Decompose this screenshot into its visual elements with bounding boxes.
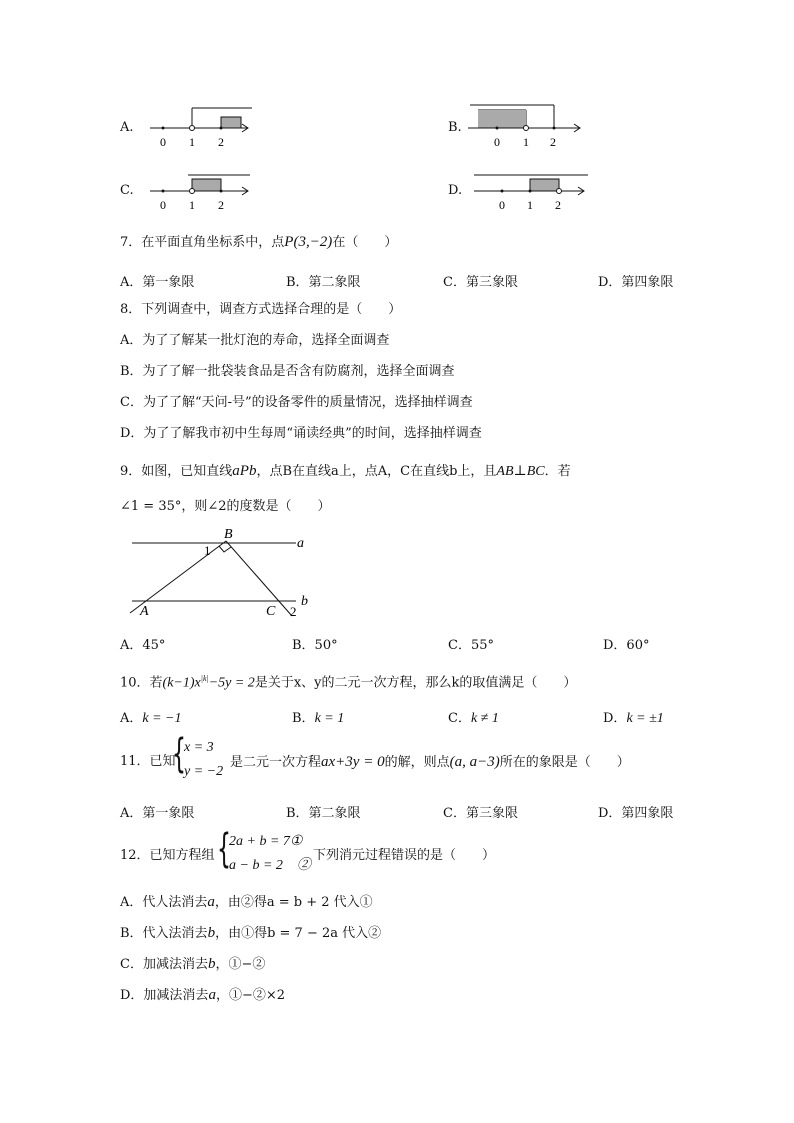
q7-option-d[interactable]: D．第四象限 — [598, 275, 674, 290]
q12-stem: 12．已知方程组 — [120, 848, 215, 863]
q10-option-b[interactable]: B．k = 1 — [292, 711, 345, 726]
tick-1: 1 — [527, 198, 533, 212]
tick-0: 0 — [160, 198, 166, 212]
label-B: B — [224, 527, 233, 542]
tick-1: 1 — [189, 135, 195, 149]
tick-2: 2 — [218, 135, 224, 149]
q11-option-b[interactable]: B．第二象限 — [286, 806, 361, 821]
tick-0: 0 — [499, 198, 505, 212]
q7-option-a[interactable]: A．第一象限 — [120, 275, 195, 290]
q12-option-a[interactable]: A．代人法消去a，由②得a = b + 2 代入① — [120, 894, 373, 910]
label-a: a — [297, 536, 304, 551]
tick-2: 2 — [218, 198, 224, 212]
angle-2-label: 2 — [290, 604, 297, 619]
q12-option-c[interactable]: C．加减法消去b，①−② — [120, 956, 266, 972]
q9-perp: AB⊥BC — [496, 464, 545, 479]
q10-equation-rest: −5y = 2 — [208, 675, 255, 691]
q10-equation: (k−1)x — [162, 675, 201, 691]
q9-option-b[interactable]: B．50° — [292, 638, 338, 653]
q12-sys-line1: 2a + b = 7① — [229, 834, 303, 849]
number-line-d — [464, 163, 594, 215]
q12-sys-line2: a − b = 2 ② — [229, 858, 311, 873]
q11-stem-mid: 是二元一次方程 — [230, 755, 322, 770]
q9-option-a[interactable]: A．45° — [120, 638, 166, 653]
q11-sys-line2: y = −2 — [184, 764, 224, 779]
label-C: C — [266, 604, 276, 619]
q7-stem: 7．在平面直角坐标系中，点 — [120, 235, 285, 250]
tick-1: 1 — [189, 198, 195, 212]
q9-stem-mid: ，点B在直线a上，点A，C在直线b上，且 — [256, 464, 497, 479]
q11-stem-end: 所在的象限是（ ） — [499, 755, 630, 770]
option-label: C. — [120, 183, 134, 198]
q11-sys-line1: x = 3 — [184, 740, 214, 755]
q9-parallel: aPb — [232, 463, 257, 479]
q11-option-a[interactable]: A．第一象限 — [120, 806, 195, 821]
q10-exponent: |k| — [200, 674, 209, 683]
q10-stem: 10．若 — [120, 675, 163, 691]
q7-option-b[interactable]: B．第二象限 — [286, 275, 361, 290]
q12-option-b[interactable]: B．代入法消去b，由①得b = 7 − 2a 代入② — [120, 925, 382, 941]
tick-1: 1 — [523, 135, 529, 149]
q8-option-d[interactable]: D．为了了解我市初中生每周“诵读经典”的时间，选择抽样调查 — [120, 426, 482, 441]
q9-stem-line2: ∠1 = 35°，则∠2的度数是（ ） — [120, 499, 331, 514]
q9-stem: 9．如图，已知直线 — [120, 464, 233, 479]
q7-option-c[interactable]: C．第三象限 — [443, 275, 518, 290]
tick-0: 0 — [494, 135, 500, 149]
q12-option-d[interactable]: D．加减法消去a，①−②×2 — [120, 987, 285, 1003]
number-line-c — [140, 163, 270, 215]
q7-point: P(3,−2) — [284, 234, 333, 250]
q12-stem-end: 下列消元过程错误的是（ ） — [313, 848, 496, 863]
label-b: b — [301, 594, 308, 609]
q11-equation: ax+3y = 0 — [321, 754, 385, 770]
option-label: D. — [448, 183, 463, 198]
option-label: B. — [448, 120, 462, 135]
q8-option-a[interactable]: A．为了了解某一批灯泡的寿命，选择全面调查 — [120, 333, 390, 348]
q11-stem-mid2: 的解，则点 — [384, 755, 450, 770]
q12-brace: { — [217, 826, 231, 872]
q9-option-c[interactable]: C．55° — [448, 638, 494, 653]
q11-option-d[interactable]: D．第四象限 — [598, 806, 674, 821]
q11-point: (a, a−3) — [449, 754, 500, 770]
number-line-a — [140, 100, 270, 152]
tick-2: 2 — [555, 198, 561, 212]
q11-brace: { — [172, 731, 186, 777]
angle-1-label: 1 — [204, 543, 211, 558]
q10-stem-end: 是关于x、y的二元一次方程，那么k的取值满足（ ） — [254, 675, 577, 691]
q8-option-c[interactable]: C．为了了解“天问-号”的设备零件的质量情况，选择抽样调查 — [120, 395, 473, 410]
q9-figure — [120, 524, 320, 624]
q10-option-d[interactable]: D．k = ±1 — [603, 711, 664, 726]
q8-stem: 8．下列调查中，调查方式选择合理的是（ ） — [120, 302, 402, 317]
tick-2: 2 — [550, 135, 556, 149]
q11-stem: 11．已知 — [120, 754, 176, 769]
option-label: A. — [120, 120, 134, 135]
q10-option-a[interactable]: A．k = −1 — [120, 711, 182, 726]
label-A: A — [140, 604, 149, 619]
q11-option-c[interactable]: C．第三象限 — [443, 806, 518, 821]
q8-option-b[interactable]: B．为了了解一批袋装食品是否含有防腐剂，选择全面调查 — [120, 364, 455, 379]
q10-option-c[interactable]: C．k ≠ 1 — [448, 711, 499, 726]
q9-stem-end: ．若 — [544, 464, 571, 479]
number-line-b — [464, 100, 594, 152]
q7-stem-end: 在（ ） — [332, 235, 398, 250]
q9-option-d[interactable]: D．60° — [603, 638, 650, 653]
tick-0: 0 — [160, 135, 166, 149]
